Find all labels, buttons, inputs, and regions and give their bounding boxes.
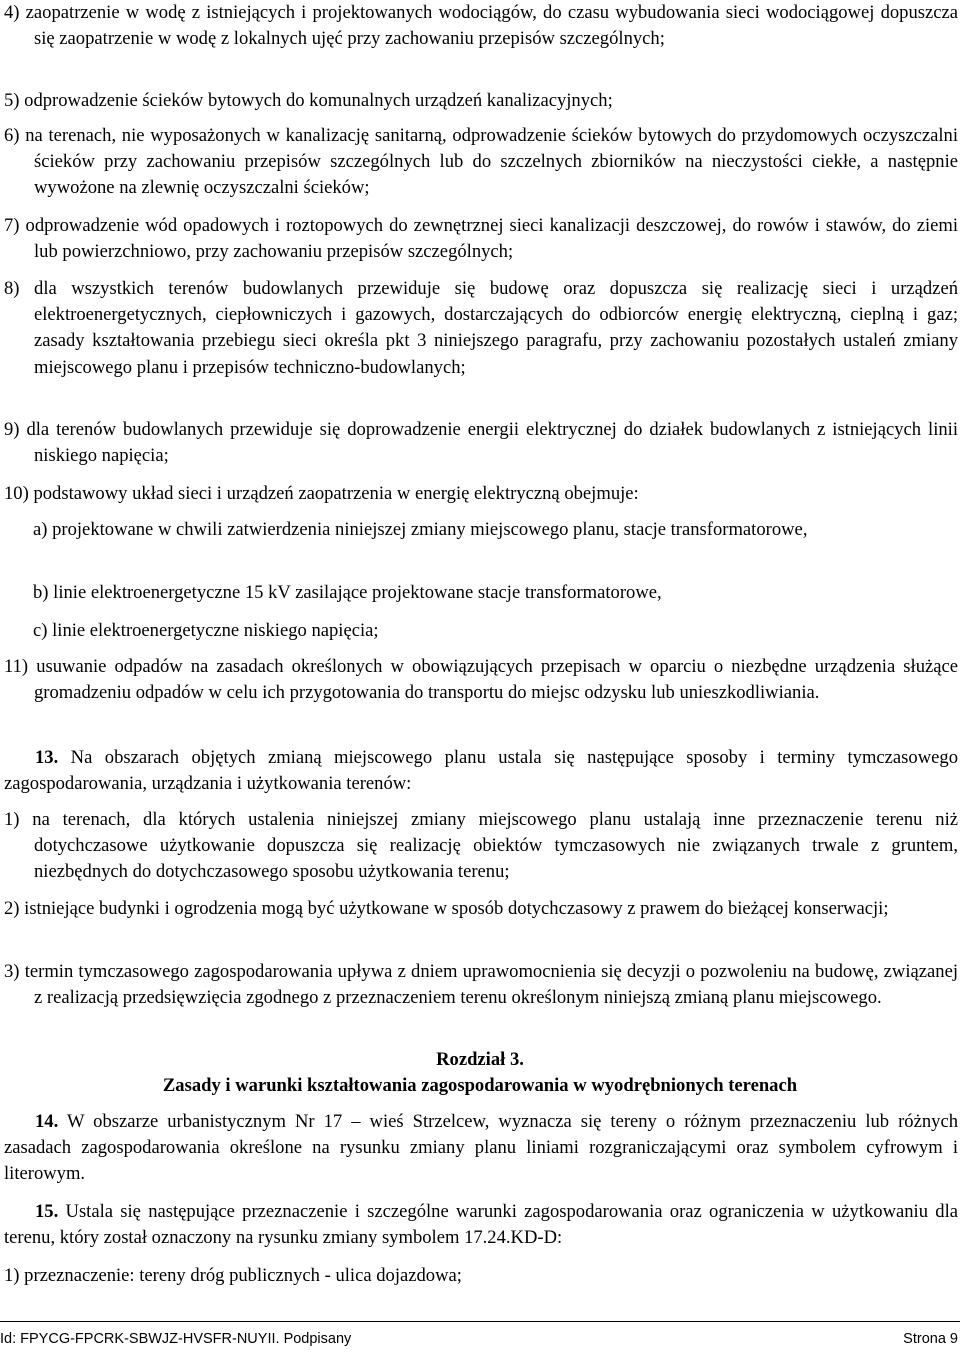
subitem-text: linie elektroenergetyczne 15 kV zasilające projektowane stacje transformatorowe, [53, 582, 662, 603]
page-number: Strona 9 [903, 1331, 958, 1347]
section-13-paragraph [4, 745, 958, 797]
item-text: na terenach, dla których ustalenia niniejszej zmiany miejscowego planu ustalają inne przeznaczenie terenu niż dotychczasowe użytkowanie dopuszcza się realizację obiektów tymczasowych nie związanych trwale z gruntem, niezbędnych do dotychczasowego sposobu użytkowania terenu; [32, 809, 958, 883]
document-id: Id: FPYCG-FPCRK-SBWJZ-HVSFR-NUYII. Podpisany [0, 1331, 352, 1347]
sub-list-item [33, 517, 958, 543]
item-label: 6) [4, 125, 20, 146]
subitem-label: b) [33, 582, 49, 603]
section-text: Na obszarach objętych zmianą miejscowego planu ustala się następujące sposoby i terminy tymczasowego zagospodarowania, urządzania i użytkowania terenów: [4, 747, 958, 795]
item-label: 1) [4, 1265, 20, 1286]
list-item [4, 896, 958, 922]
section-number: 14. [35, 1111, 59, 1132]
list-item [4, 213, 958, 265]
subitem-label: c) [33, 620, 48, 641]
footer-divider [0, 1321, 960, 1322]
subitem-label: a) [33, 519, 48, 540]
list-item [4, 88, 958, 114]
item-text: dla terenów budowlanych przewiduje się doprowadzenie energii elektrycznej do działek budowlanych z istniejących linii niskiego napięcia; [26, 419, 958, 467]
list-item [4, 959, 958, 1011]
item-text: termin tymczasowego zagospodarowania upływa z dniem uprawomocnienia się decyzji o pozwoleniu na budowę, związanej z realizacją przedsięwzięcia zgodnego z przeznaczeniem terenu określonym niniejszą zmianą planu miejscowego. [24, 961, 959, 1009]
item-text: istniejące budynki i ogrodzenia mogą być użytkowane w sposób dotychczasowy z prawem do bieżącej konserwacji; [24, 898, 889, 919]
subitem-text: linie elektroenergetyczne niskiego napięcia; [52, 620, 379, 641]
item-text: zaopatrzenie w wodę z istniejących i projektowanych wodociągów, do czasu wybudowania sieci wodociągowej dopuszcza się zaopatrzenie w wodę z lokalnych ujęć przy zachowaniu przepisów szczególnych; [25, 2, 959, 50]
subitem-text: projektowane w chwili zatwierdzenia niniejszej zmiany miejscowego planu, stacje transformatorowe, [52, 519, 808, 540]
item-label: 1) [4, 809, 20, 830]
section-number: 15. [35, 1201, 59, 1222]
item-label: 4) [4, 2, 20, 23]
list-item [4, 1263, 958, 1289]
sub-list-item [33, 618, 958, 644]
item-label: 7) [4, 215, 20, 236]
list-item [4, 276, 958, 381]
item-label: 3) [4, 961, 20, 982]
item-text: podstawowy układ sieci i urządzeń zaopatrzenia w energię elektryczną obejmuje: [33, 483, 639, 504]
chapter-number: Rozdział 3. [436, 1049, 524, 1070]
list-item [4, 123, 958, 202]
item-label: 9) [4, 419, 20, 440]
section-14-paragraph [4, 1109, 958, 1188]
item-label: 2) [4, 898, 20, 919]
item-text: usuwanie odpadów na zasadach określonych w obowiązujących przepisach w oparciu o niezbędne urządzenia służące gromadzeniu odpadów w celu ich przygotowania do transportu do miejsc odzysku lub unieszkodliwiania. [34, 656, 958, 704]
item-label: 5) [4, 90, 20, 111]
item-text: przeznaczenie: tereny dróg publicznych - ulica dojazdowa; [24, 1265, 462, 1286]
item-label: 10) [4, 483, 29, 504]
list-item [4, 654, 958, 706]
section-number: 13. [35, 747, 59, 768]
list-item [4, 0, 958, 52]
list-item [4, 481, 958, 507]
item-text: na terenach, nie wyposażonych w kanalizację sanitarną, odprowadzenie ścieków bytowych do przydomowych oczyszczalni ścieków przy zachowaniu przepisów szczególnych lub do szczelnych zbiorników na nieczystości ciekłe, a następnie wywożone na zlewnię oczyszczalni ścieków; [25, 125, 958, 199]
item-label: 8) [4, 278, 20, 299]
item-label: 11) [4, 656, 29, 677]
list-item [4, 417, 958, 469]
item-text: odprowadzenie ścieków bytowych do komunalnych urządzeń kanalizacyjnych; [24, 90, 613, 111]
section-text: W obszarze urbanistycznym Nr 17 – wieś Strzelcew, wyznacza się tereny o różnym przeznaczeniu lub różnych zasadach zagospodarowania określone na rysunku zmiany planu liniami rozgraniczającymi oraz symbolem cyfrowym i literowym. [4, 1111, 958, 1185]
list-item [4, 807, 958, 886]
item-text: odprowadzenie wód opadowych i roztopowych do zewnętrznej sieci kanalizacji deszczowej, do rowów i stawów, do ziemi lub powierzchniowo, przy zachowaniu przepisów szczególnych; [25, 215, 959, 263]
section-15-paragraph [4, 1199, 958, 1251]
item-text: dla wszystkich terenów budowlanych przewiduje się budowę oraz dopuszcza się realizację sieci i urządzeń elektroenergetycznych, ciepłowniczych i gazowych, dostarczających do odbiorców energię elektryczną, cieplną i gaz; zasady kształtowania przebiegu sieci określa pkt 3 niniejszego paragrafu, przy zachowaniu pozostałych ustaleń zmiany miejscowego planu i przepisów techniczno-budowlanych; [34, 278, 958, 378]
section-text: Ustala się następujące przeznaczenie i szczególne warunki zagospodarowania oraz ograniczenia w użytkowaniu dla terenu, który został oznaczony na rysunku zmiany symbolem 17.24.KD-D: [4, 1201, 958, 1249]
sub-list-item [33, 580, 958, 606]
chapter-title: Zasady i warunki kształtowania zagospodarowania w wyodrębnionych terenach [162, 1075, 798, 1096]
